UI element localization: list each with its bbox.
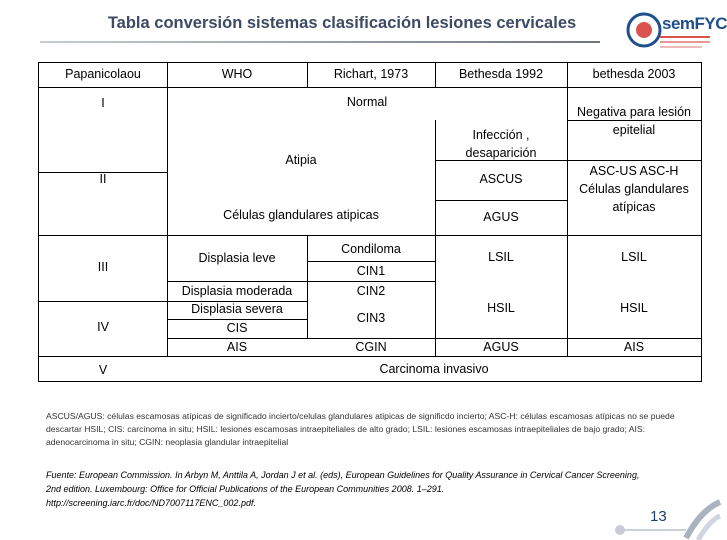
cell-hsil-2003: HSIL xyxy=(620,301,648,315)
cell-celulas-glandulares: Células glandulares atipicas xyxy=(223,208,379,222)
pap-class-ii: II xyxy=(99,172,107,186)
cell-displasia-moderada: Displasia moderada xyxy=(181,284,293,298)
pap-class-iii: III xyxy=(97,260,109,274)
cell-displasia-severa: Displasia severa xyxy=(191,302,283,316)
pap-class-v: V xyxy=(98,363,108,377)
row-divider xyxy=(167,281,435,282)
cell-lsil-2003: LSIL xyxy=(621,250,647,264)
cell-ais-who: AIS xyxy=(226,340,248,354)
semfyc-logo xyxy=(604,6,727,56)
cell-infeccion: Infección , desaparición xyxy=(465,128,537,160)
title-underline xyxy=(40,41,600,43)
row-divider xyxy=(39,301,167,302)
header-bethesda-2003: bethesda 2003 xyxy=(592,67,676,81)
row-divider xyxy=(39,235,701,236)
slide-title: Tabla conversión sistemas clasificación lesiones cervicales xyxy=(107,14,577,32)
cell-ascus: ASCUS xyxy=(479,172,523,186)
cell-condiloma: Condiloma xyxy=(341,242,401,256)
logo-line xyxy=(660,41,710,43)
cell-lsil-1992: LSIL xyxy=(488,250,514,264)
header-papanicolaou: Papanicolaou xyxy=(65,67,141,81)
page-number: 13 xyxy=(650,508,667,525)
logo-wordmark: semFYC xyxy=(662,14,727,33)
cell-displasia-leve: Displasia leve xyxy=(198,251,276,265)
pap-class-iv: IV xyxy=(97,320,109,334)
classification-table xyxy=(38,62,702,382)
row-divider xyxy=(435,200,567,201)
cell-normal: Normal xyxy=(346,95,388,109)
pap-class-i: I xyxy=(101,96,105,110)
cell-cin2: CIN2 xyxy=(356,284,386,298)
cell-cin3: CIN3 xyxy=(356,311,386,325)
header-who: WHO xyxy=(221,67,253,81)
row-divider xyxy=(39,87,701,88)
cell-agus: AGUS xyxy=(483,210,519,224)
source-citation: Fuente: European Commission. In Arbyn M, Anttila A, Jordan J et al. (eds), European Guidelines for Quality Assurance in Cervical Cancer Screening, 2nd edition. Luxembourg: Office for Official Publications of the European Communities 2008. 1–291. http://screening.iarc.fr/doc/ND7007117ENC_002.pdf. xyxy=(46,470,640,508)
cell-negativa: Negativa para lesión epitelial xyxy=(577,105,691,137)
cell-asc-group: ASC-US ASC-H Células glandulares atípicas xyxy=(579,164,689,214)
cell-ais-2003: AIS xyxy=(623,340,645,354)
cell-hsil-1992: HSIL xyxy=(487,301,515,315)
cell-carcinoma-invasivo: Carcinoma invasivo xyxy=(379,362,489,376)
logo-mark-icon xyxy=(604,6,660,56)
logo-line xyxy=(660,36,710,38)
cell-cin1: CIN1 xyxy=(356,264,386,278)
cell-atipia: Atipia xyxy=(285,153,317,167)
logo-line xyxy=(660,46,702,48)
row-divider xyxy=(307,261,435,262)
cell-cis: CIS xyxy=(226,321,248,335)
abbreviations-footnote: ASCUS/AGUS: células escamosas atípicas de significado incierto/celulas glandulares atipicas de significdo incierto; ASC-H: células escamosas atípicas no se puede descartar HSIL; CIS: carcinoma in situ; HSIL: lesiones escamosas intraepiteliales de alto grado; LSIL: lesiones escamosas intraepiteliales de bajo grado; AIS: adenocarcinoma in situ; CGIN: neoplasia glandular intraepitelial xyxy=(46,411,675,447)
col-divider xyxy=(435,120,436,356)
row-divider xyxy=(39,356,701,357)
cell-agus-bottom: AGUS xyxy=(483,340,519,354)
header-bethesda-1992: Bethesda 1992 xyxy=(458,67,544,81)
cell-cgin: CGIN xyxy=(355,340,387,354)
header-richart: Richart, 1973 xyxy=(333,67,409,81)
